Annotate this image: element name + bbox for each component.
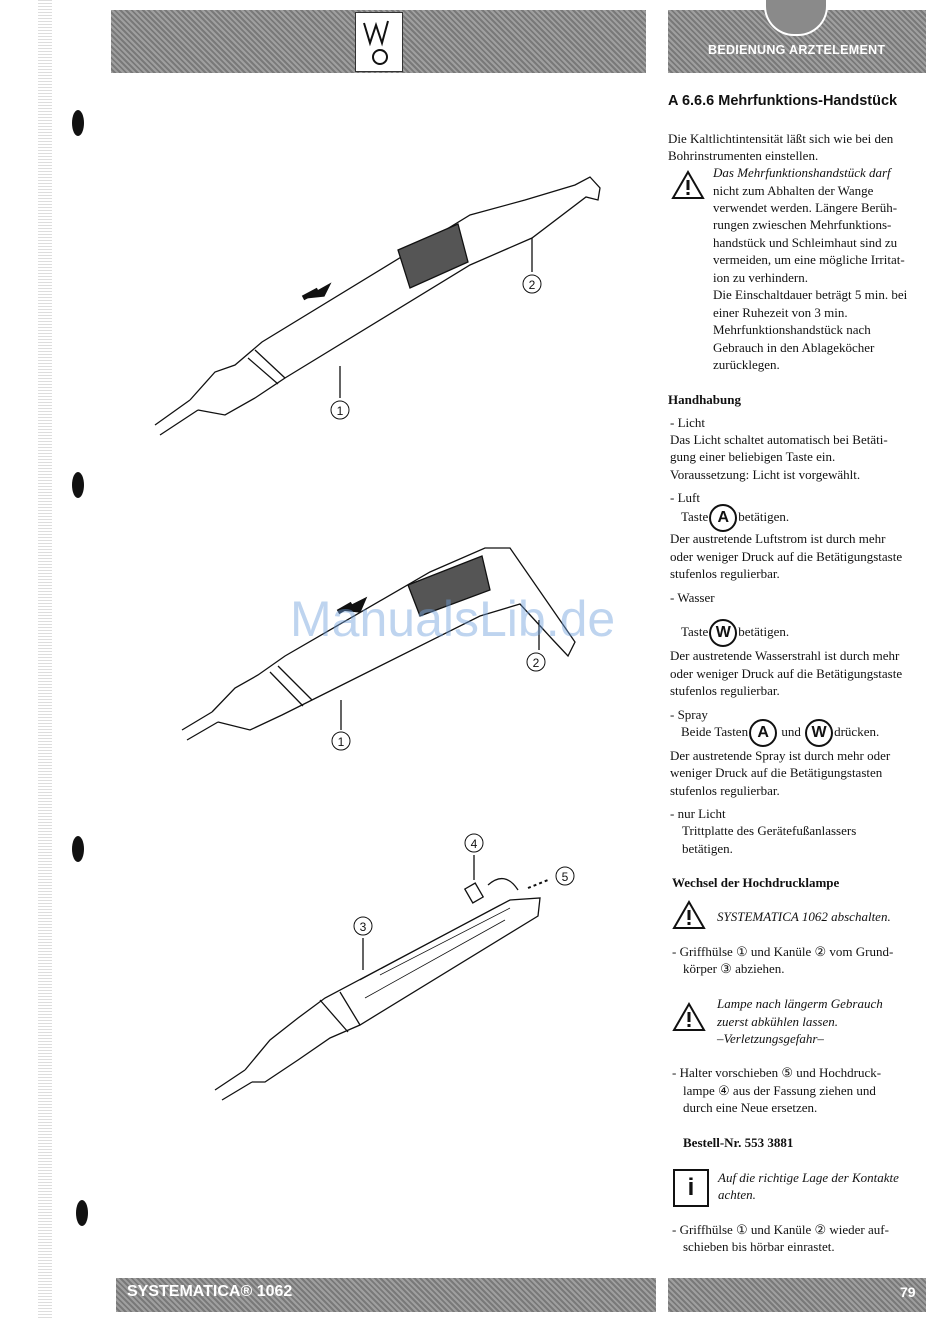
warning1-line: nicht zum Abhalten der Wange	[713, 183, 874, 198]
page-title: A 6.6.6 Mehrfunktions-Handstück	[668, 93, 898, 109]
licht-line: gung einer beliebigen Taste ein.	[670, 449, 836, 464]
wasser-item: - Wasser	[670, 590, 715, 605]
section-label: BEDIENUNG ARZTELEMENT	[708, 43, 886, 57]
spray-line: stufenlos regulierbar.	[670, 783, 780, 798]
watermark: ManualsLib.de	[290, 591, 616, 647]
info-icon: i	[673, 1169, 709, 1207]
luft-post: betätigen.	[738, 509, 790, 524]
wasser-pre: Taste	[681, 624, 709, 639]
warning1-line: einer Ruhezeit von 3 min.	[713, 305, 848, 320]
warning1-italic: Das Mehrfunktionshandstück darf	[713, 165, 891, 180]
warn-hot-line: –Verletzungsgefahr–	[717, 1031, 824, 1046]
warning1-line: Gebrauch in den Ablageköcher	[713, 340, 875, 355]
order-number: Bestell-Nr. 553 3881	[683, 1135, 794, 1150]
spray-line: weniger Druck auf die Betätigungstasten	[670, 765, 883, 780]
page-number: 79	[900, 1284, 916, 1300]
nurlicht-line: betätigen.	[682, 841, 733, 856]
licht-item: - Licht	[670, 415, 706, 430]
wasser-line: stufenlos regulierbar.	[670, 683, 780, 698]
svg-text:5: 5	[561, 870, 569, 884]
luft-line: oder weniger Druck auf die Betätigungstaste	[670, 549, 903, 564]
warning1-line: vermeiden, um eine mögliche Irritat-	[713, 252, 905, 267]
luft-line: Der austretende Luftstrom ist durch mehr	[670, 531, 886, 546]
spray-key-line	[681, 718, 879, 747]
step2-line: lampe ④ aus der Fassung ziehen und	[683, 1083, 876, 1098]
handhabung-heading: Handhabung	[668, 392, 741, 407]
wasser-line: Der austretende Wasserstrahl ist durch mehr	[670, 648, 900, 663]
spray-post: drücken.	[834, 724, 880, 739]
spray-line: Der austretende Spray ist durch mehr oder	[670, 748, 891, 763]
svg-text:2: 2	[532, 656, 540, 670]
wasser-line: oder weniger Druck auf die Betätigungstaste	[670, 666, 903, 681]
wechsel-heading: Wechsel der Hochdrucklampe	[672, 875, 840, 890]
warn-hot-line: zuerst abkühlen lassen.	[717, 1014, 838, 1029]
luft-pre: Taste	[681, 509, 709, 524]
intro-line: Bohrinstrumenten einstellen.	[668, 148, 819, 163]
handpiece-figure-1	[155, 177, 600, 435]
svg-text:3: 3	[359, 920, 367, 934]
step2-line: durch eine Neue ersetzen.	[683, 1100, 818, 1115]
warning1-line: ion zu verhindern.	[713, 270, 808, 285]
luft-key-line	[681, 503, 789, 532]
step2-line: - Halter vorschieben ⑤ und Hochdruck-	[672, 1065, 882, 1080]
warning1-line: Die Einschaltdauer beträgt 5 min. bei	[713, 287, 908, 302]
svg-text:4: 4	[470, 837, 478, 851]
svg-text:2: 2	[528, 278, 536, 292]
step1-line: körper ③ abziehen.	[683, 961, 785, 976]
warning-icon	[672, 1002, 706, 1032]
nurlicht-line: Trittplatte des Gerätefußanlassers	[682, 823, 857, 838]
warning1-line: rungen zwieschen Mehrfunktions-	[713, 217, 892, 232]
wasser-post: betätigen.	[738, 624, 790, 639]
step1-line: - Griffhülse ① und Kanüle ② vom Grund-	[672, 944, 894, 959]
luft-line: stufenlos regulierbar.	[670, 566, 780, 581]
intro-line: Die Kaltlichtintensität läßt sich wie bei den	[668, 131, 894, 146]
svg-text:1: 1	[336, 404, 344, 418]
spray-mid: und	[781, 724, 801, 739]
licht-line: Voraussetzung: Licht ist vorgewählt.	[670, 467, 861, 482]
key-w-icon: W	[805, 719, 833, 747]
warning-icon	[671, 170, 705, 200]
step3-line: - Griffhülse ① und Kanüle ② wieder auf-	[672, 1222, 889, 1237]
key-a-icon: A	[749, 719, 777, 747]
key-w-icon: W	[709, 619, 737, 647]
info-line: achten.	[718, 1187, 756, 1202]
spray-pre: Beide Tasten	[681, 724, 749, 739]
spray-item: - Spray	[670, 707, 708, 722]
basic-body-figure-3	[215, 879, 548, 1100]
step3-line: schieben bis hörbar einrastet.	[683, 1239, 835, 1254]
warning1-line: zurücklegen.	[713, 357, 780, 372]
licht-line: Das Licht schaltet automatisch bei Betäti-	[670, 432, 888, 447]
warning-icon	[672, 900, 706, 930]
nurlicht-item: - nur Licht	[670, 806, 726, 821]
key-a-icon: A	[709, 504, 737, 532]
svg-text:1: 1	[337, 735, 345, 749]
warn-hot-line: Lampe nach längerm Gebrauch	[717, 996, 883, 1011]
warning1-line: verwendet werden. Längere Berüh-	[713, 200, 898, 215]
product-name: SYSTEMATICA® 1062	[127, 1283, 293, 1300]
warning1-line: handstück und Schleimhaut sind zu	[713, 235, 898, 250]
info-line: Auf die richtige Lage der Kontakte	[718, 1170, 899, 1185]
wasser-key-line	[681, 618, 789, 647]
warning1-line: Mehrfunktionshandstück nach	[713, 322, 871, 337]
luft-item: - Luft	[670, 490, 700, 505]
warn-off-text: SYSTEMATICA 1062 abschalten.	[717, 909, 891, 924]
